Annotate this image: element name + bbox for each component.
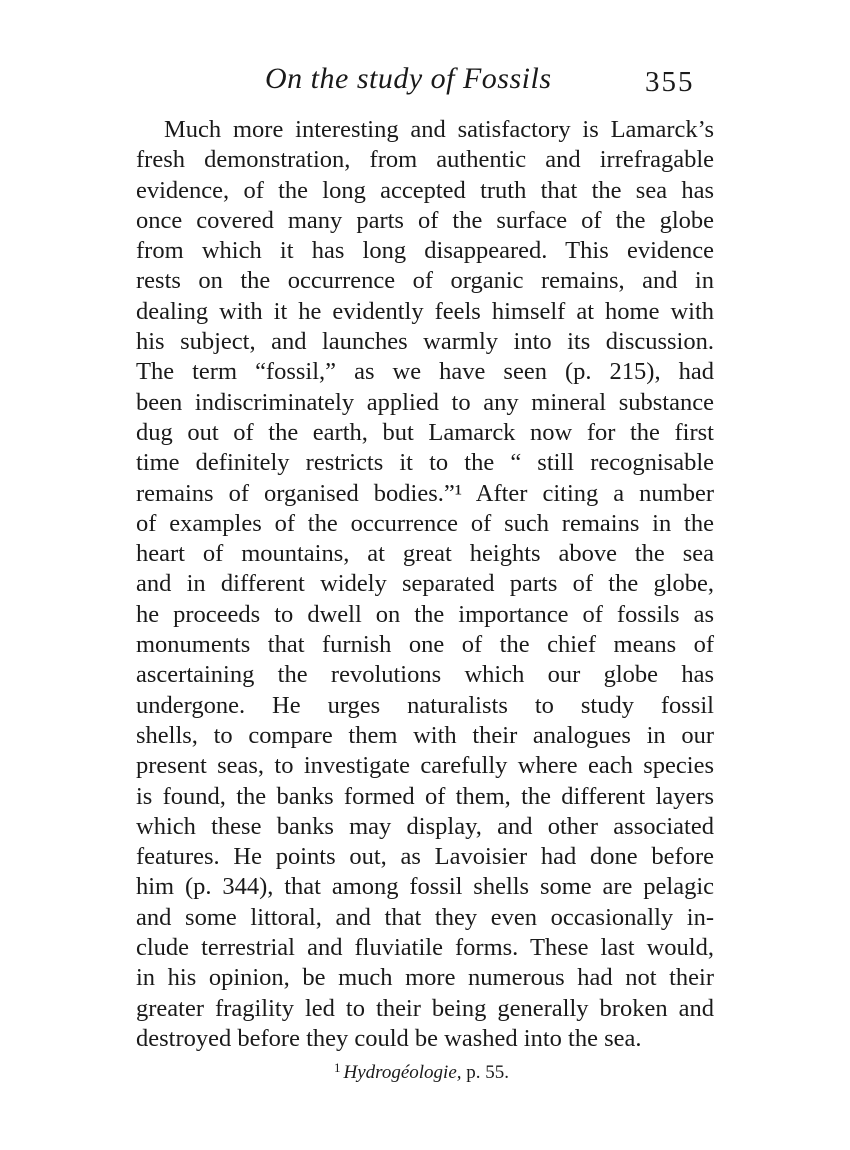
text-line: greater fragility led to their being generally broken and bbox=[136, 994, 714, 1022]
text-line: once covered many parts of the surface of the globe bbox=[136, 206, 714, 234]
text-line: been indiscriminately applied to any mineral substance bbox=[136, 388, 714, 416]
text-line: The term “fossil,” as we have seen (p. 215), had bbox=[136, 358, 714, 386]
text-line: Much more interesting and satisfactory is Lamarck’s bbox=[164, 116, 714, 143]
text-line: shells, to compare them with their analogues in our bbox=[136, 721, 714, 749]
text-line: his subject, and launches warmly into its discussion. bbox=[136, 328, 714, 356]
page-number: 355 bbox=[645, 66, 695, 98]
text-line: and some littoral, and that they even occasionally in- bbox=[136, 903, 714, 931]
text-line: is found, the banks formed of them, the different layers bbox=[136, 782, 714, 810]
text-line: destroyed before they could be washed into the sea. bbox=[136, 1024, 642, 1052]
body-paragraph bbox=[136, 115, 714, 1054]
text-line: rests on the occurrence of organic remains, and in bbox=[136, 267, 714, 295]
text-line: dealing with it he evidently feels himself at home with bbox=[136, 297, 714, 325]
text-line: in his opinion, be much more numerous had not their bbox=[136, 964, 714, 992]
text-line: features. He points out, as Lavoisier had done before bbox=[136, 843, 714, 871]
page-header bbox=[0, 62, 850, 108]
text-line: clude terrestrial and fluviatile forms. These last would, bbox=[136, 934, 714, 962]
text-line: present seas, to investigate carefully where each species bbox=[136, 752, 714, 780]
text-line: of examples of the occurrence of such remains in the bbox=[136, 509, 714, 537]
text-line: undergone. He urges naturalists to study fossil bbox=[136, 691, 714, 719]
text-line: dug out of the earth, but Lamarck now for the first bbox=[136, 418, 714, 446]
footnote-page: p. 55. bbox=[461, 1062, 510, 1083]
text-line: ascertaining the revolutions which our globe has bbox=[136, 661, 714, 689]
footnote bbox=[334, 1060, 509, 1084]
text-line: fresh demonstration, from authentic and irrefragable bbox=[136, 146, 714, 174]
text-line: time definitely restricts it to the “ still recognisable bbox=[136, 449, 714, 477]
text-line: monuments that furnish one of the chief means of bbox=[136, 631, 714, 659]
text-line: remains of organised bodies.”¹ After citing a number bbox=[136, 479, 714, 507]
text-line: him (p. 344), that among fossil shells some are pelagic bbox=[136, 873, 714, 901]
text-line: heart of mountains, at great heights above the sea bbox=[136, 540, 714, 568]
text-line: evidence, of the long accepted truth that the sea has bbox=[136, 176, 714, 204]
running-head: On the study of Fossils bbox=[265, 62, 552, 95]
text-line: from which it has long disappeared. This evidence bbox=[136, 237, 714, 265]
text-line: and in different widely separated parts of the globe, bbox=[136, 570, 714, 598]
text-line: he proceeds to dwell on the importance of fossils as bbox=[136, 600, 714, 628]
text-line: which these banks may display, and other associated bbox=[136, 812, 714, 840]
footnote-marker: 1 bbox=[334, 1060, 341, 1075]
footnote-title: Hydrogéologie, bbox=[343, 1062, 462, 1083]
